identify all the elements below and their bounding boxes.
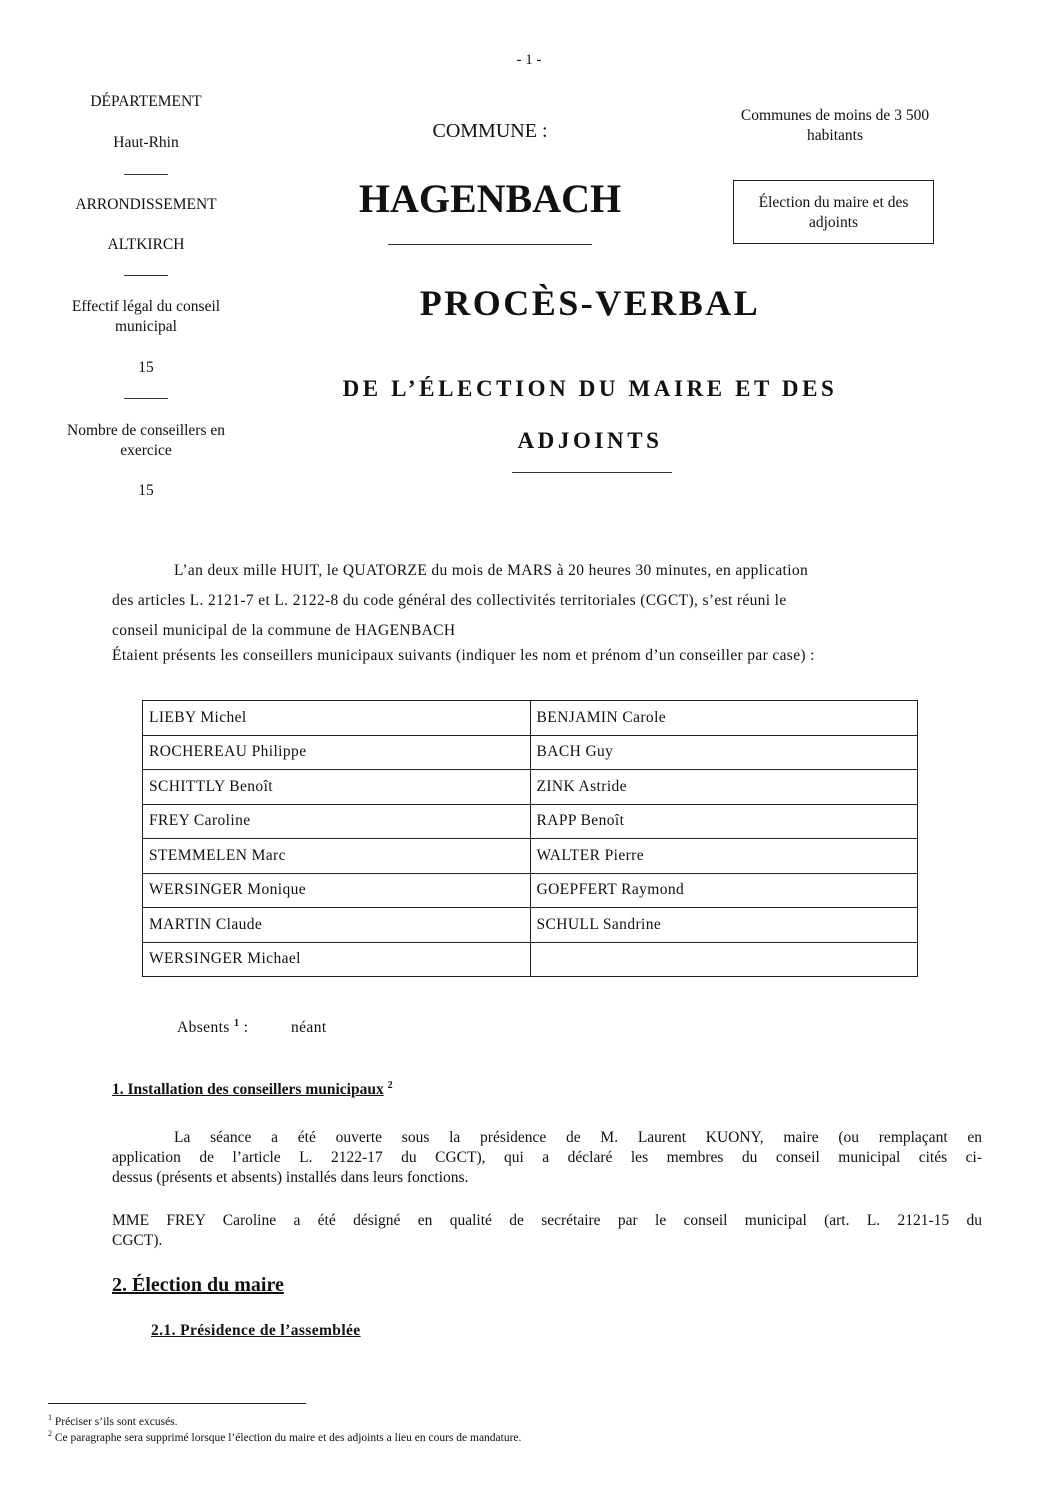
- member-cell: BENJAMIN Carole: [530, 701, 918, 736]
- intro-line2: des articles L. 2121-7 et L. 2122-8 du code général des collectivités territoriales (CGCT), s’est réuni le: [112, 592, 787, 609]
- member-cell: WERSINGER Monique: [143, 873, 531, 908]
- intro-line1: L’an deux mille HUIT, le QUATORZE du mois de MARS à 20 heures 30 minutes, en application: [174, 562, 809, 579]
- arrondissement-label: ARRONDISSEMENT: [75, 196, 217, 213]
- member-cell: STEMMELEN Marc: [143, 839, 531, 874]
- section1-heading: [112, 1080, 393, 1099]
- para2-line2: CGCT).: [112, 1232, 163, 1249]
- para1-line3: dessus (présents et absents) installés dans leurs fonctions.: [112, 1169, 469, 1186]
- subtitle-rule: [512, 472, 672, 473]
- table-row: [143, 942, 918, 977]
- member-cell: ZINK Astride: [530, 770, 918, 805]
- document-subtitle-line2: ADJOINTS: [517, 428, 663, 453]
- section2-title: 2. Élection du maire: [112, 1274, 284, 1296]
- exercice-label: Nombre de conseillers en exercice: [67, 422, 225, 459]
- member-cell: LIEBY Michel: [143, 701, 531, 736]
- departement-value: Haut-Rhin: [113, 134, 179, 151]
- commune-size-note: Communes de moins de 3 500 habitants: [740, 107, 930, 144]
- separator: [124, 174, 168, 175]
- section1-paragraph1: [112, 1128, 982, 1188]
- subsection-title: 2.1. Présidence de l’assemblée: [151, 1322, 361, 1339]
- para1-line1: La séance a été ouverte sous la présidence de M. Laurent KUONY, maire (ou remplaçant en: [174, 1129, 982, 1146]
- footnote-text: Préciser s’ils sont excusés.: [54, 1415, 178, 1428]
- member-cell: WALTER Pierre: [530, 839, 918, 874]
- member-cell: WERSINGER Michael: [143, 942, 531, 977]
- member-cell: FREY Caroline: [143, 804, 531, 839]
- footnote-2: [48, 1427, 1048, 1445]
- separator: [124, 275, 168, 276]
- member-cell: [530, 942, 918, 977]
- intro-line3: conseil municipal de la commune de HAGENBACH: [112, 622, 456, 639]
- footnote-ref: 2: [387, 1080, 393, 1091]
- footnote-rule: [48, 1403, 306, 1404]
- table-row: [143, 804, 918, 839]
- member-cell: RAPP Benoît: [530, 804, 918, 839]
- commune-label: COMMUNE :: [432, 120, 548, 142]
- election-type-box: Élection du maire et des adjoints: [733, 180, 934, 244]
- absents-line: [177, 1018, 327, 1037]
- absents-value: néant: [291, 1019, 327, 1037]
- member-cell: MARTIN Claude: [143, 908, 531, 943]
- absents-label: Absents: [177, 1019, 230, 1037]
- effectif-label: Effectif légal du conseil municipal: [71, 298, 221, 335]
- para2-line1: MME FREY Caroline a été désigné en qualité de secrétaire par le conseil municipal (art. L. 2121-15 du: [112, 1212, 982, 1229]
- footnote-number: 2: [48, 1429, 52, 1438]
- footnote-ref: 1: [234, 1018, 240, 1029]
- document-title: PROCÈS-VERBAL: [419, 283, 761, 323]
- member-cell: GOEPFERT Raymond: [530, 873, 918, 908]
- intro-line4: Étaient présents les conseillers municipaux suivants (indiquer les nom et prénom d’un conseiller par case) :: [112, 647, 815, 664]
- member-cell: SCHULL Sandrine: [530, 908, 918, 943]
- effectif-value: 15: [138, 359, 154, 376]
- members-table: [142, 700, 918, 977]
- title-rule: [388, 244, 592, 245]
- table-row: [143, 701, 918, 736]
- member-cell: ROCHEREAU Philippe: [143, 735, 531, 770]
- table-row: [143, 770, 918, 805]
- footnote-number: 1: [48, 1413, 52, 1422]
- table-row: [143, 873, 918, 908]
- section1-title: 1. Installation des conseillers municipaux: [112, 1081, 384, 1099]
- exercice-value: 15: [138, 482, 154, 499]
- arrondissement-value: ALTKIRCH: [107, 236, 185, 253]
- separator: [124, 398, 168, 399]
- table-row: [143, 908, 918, 943]
- table-row: [143, 839, 918, 874]
- departement-label: DÉPARTEMENT: [90, 93, 202, 110]
- para1-line2: application de l’article L. 2122-17 du CGCT), qui a déclaré les membres du conseil municipal cités ci-: [112, 1149, 982, 1166]
- member-cell: SCHITTLY Benoît: [143, 770, 531, 805]
- member-cell: BACH Guy: [530, 735, 918, 770]
- footnote-text: Ce paragraphe sera supprimé lorsque l’élection du maire et des adjoints a lieu en cours de mandature.: [54, 1431, 522, 1444]
- commune-name: HAGENBACH: [358, 176, 622, 221]
- intro-paragraph: [112, 556, 972, 666]
- left-info-column: [40, 0, 252, 520]
- section1-paragraph2: [112, 1211, 982, 1251]
- document-subtitle-line1: DE L’ÉLECTION DU MAIRE ET DES: [342, 376, 838, 401]
- absents-colon: :: [243, 1019, 249, 1037]
- page-number: - 1 -: [516, 52, 542, 68]
- table-row: [143, 735, 918, 770]
